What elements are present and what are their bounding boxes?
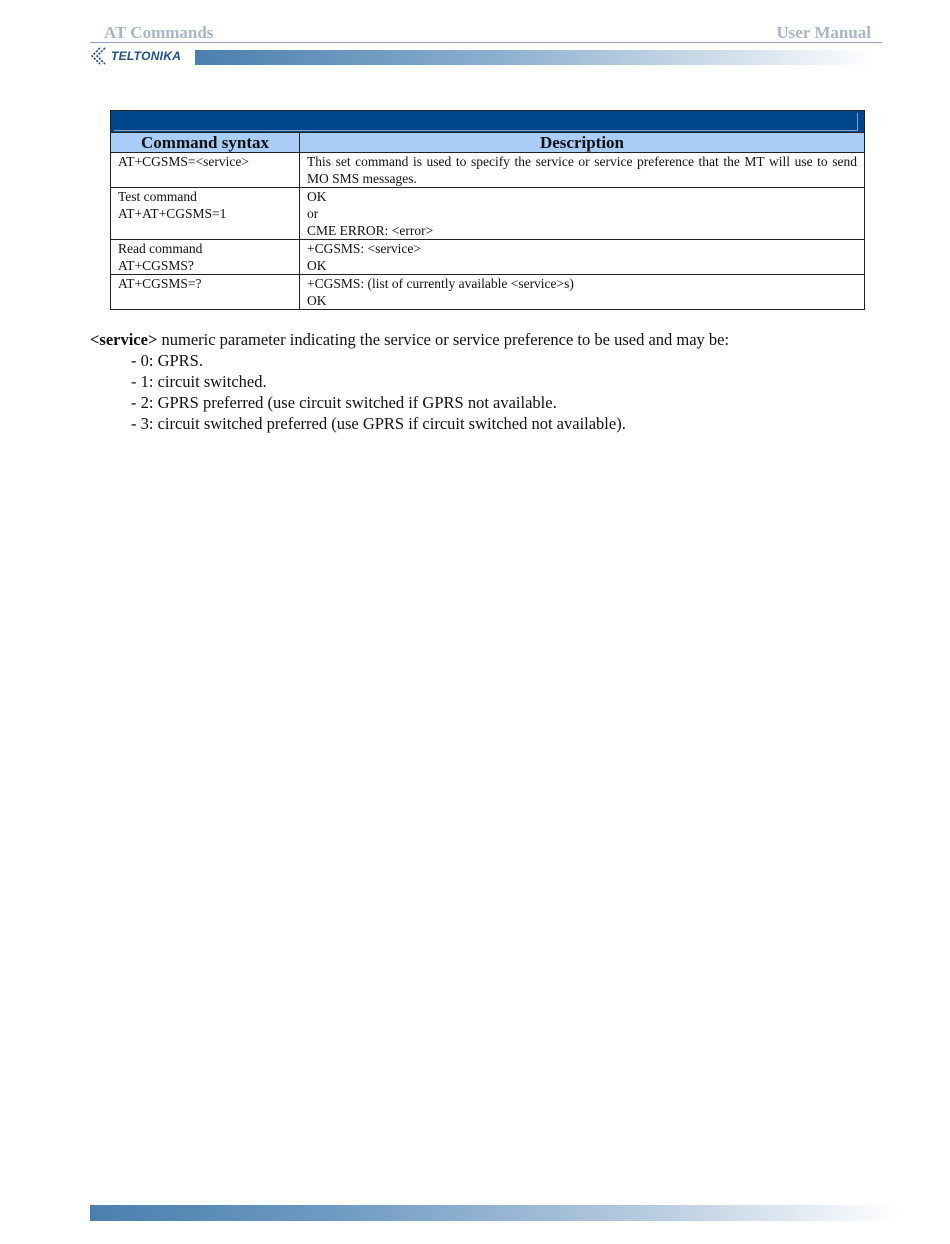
table-header-row (111, 133, 865, 153)
desc-line: OK (307, 258, 327, 273)
cmd-line: AT+CGSMS? (118, 258, 194, 273)
cmd-line: Read command (118, 241, 203, 256)
footer-gradient-bar (90, 1205, 900, 1221)
teltonika-chevron-icon (90, 47, 112, 65)
desc-line: OK (307, 293, 327, 308)
header-doc-type: User Manual (776, 23, 871, 42)
list-item: - 1: circuit switched. (131, 372, 267, 391)
list-item: - 0: GPRS. (131, 351, 203, 370)
table-row (111, 275, 865, 310)
parameter-intro (90, 329, 870, 350)
table-row (111, 240, 865, 275)
desc-cell (300, 240, 865, 275)
teltonika-logo (90, 47, 194, 65)
cmd-line: AT+CGSMS=? (118, 276, 202, 291)
cmd-cell (111, 188, 300, 240)
cmd-cell (111, 240, 300, 275)
cmd-line: AT+CGSMS=<service> (118, 154, 249, 169)
parameter-description (90, 329, 870, 434)
cmd-line: AT+AT+CGSMS=1 (118, 206, 227, 221)
header-gradient-bar (195, 50, 875, 65)
header-doc-title: AT Commands (104, 23, 214, 42)
table-title-bar (111, 111, 865, 133)
cmd-cell (111, 153, 300, 188)
desc-line: OK (307, 189, 327, 204)
col-header-description: Description (300, 133, 865, 153)
desc-line: +CGSMS: <service> (307, 241, 421, 256)
parameter-name: <service> (90, 330, 158, 349)
desc-line: CME ERROR: <error> (307, 223, 434, 238)
header-rule (90, 42, 882, 43)
list-item: - 2: GPRS preferred (use circuit switched if GPRS not available. (131, 393, 557, 412)
desc-line: or (307, 206, 319, 221)
table-row (111, 153, 865, 188)
desc-line: This set command is used to specify the service or service preference that the MT will use to send MO SMS messages. (307, 154, 857, 186)
command-table (110, 110, 865, 310)
table-row (111, 188, 865, 240)
logo-wordmark: TELTONIKA (111, 49, 182, 63)
desc-cell (300, 275, 865, 310)
list-item: - 3: circuit switched preferred (use GPRS if circuit switched not available). (131, 414, 626, 433)
desc-cell (300, 188, 865, 240)
cmd-line: Test command (118, 189, 197, 204)
cmd-cell (111, 275, 300, 310)
parameter-values-list (90, 350, 870, 434)
col-header-syntax: Command syntax (111, 133, 300, 153)
desc-line: +CGSMS: (list of currently available <service>s) (307, 276, 574, 291)
parameter-text: numeric parameter indicating the service or service preference to be used and may be: (157, 330, 730, 349)
desc-cell (300, 153, 865, 188)
